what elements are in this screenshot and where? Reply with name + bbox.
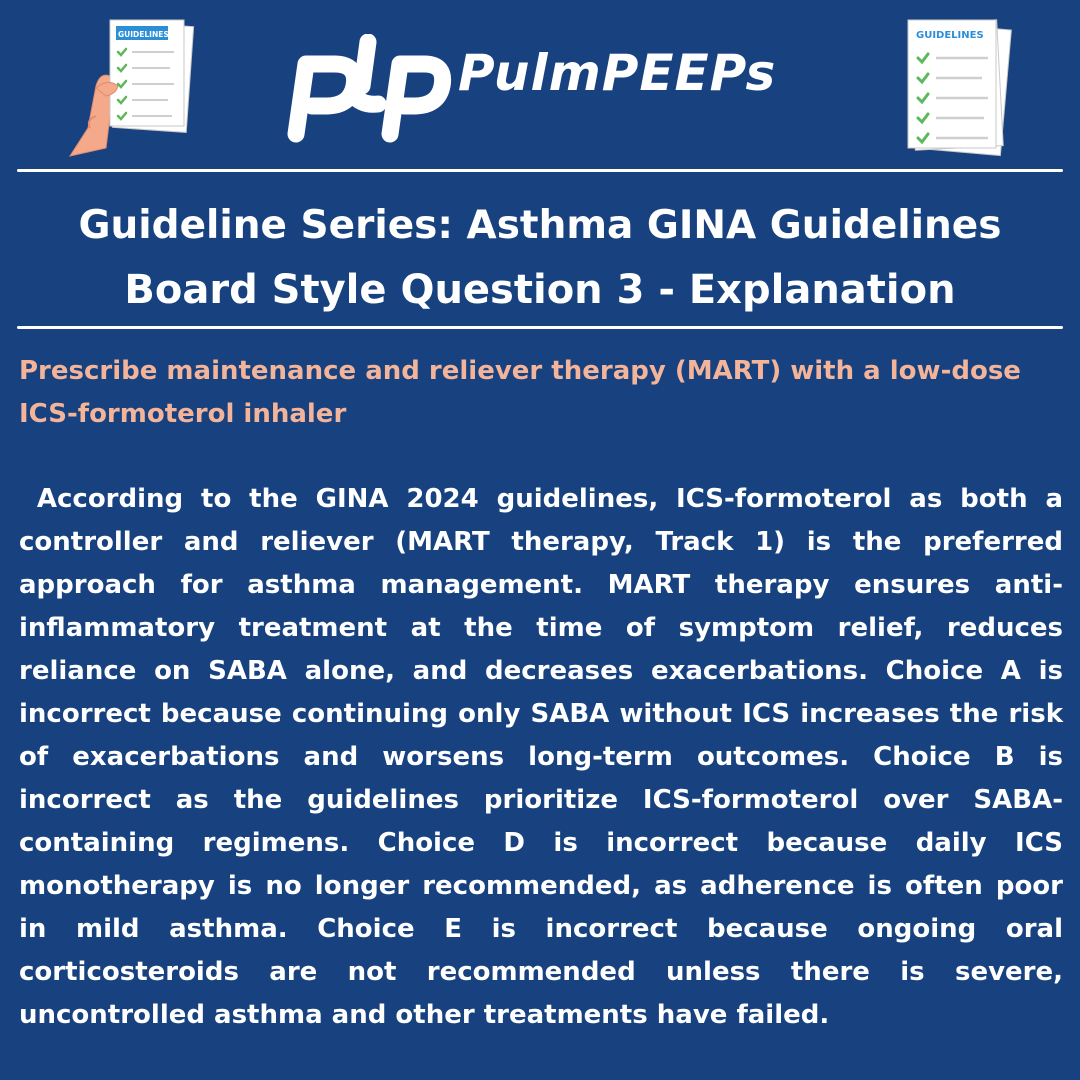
page-title-line-1: Guideline Series: Asthma GINA Guidelines (78, 203, 1002, 248)
guidelines-label: GUIDELINES (118, 30, 169, 39)
pulmpeeps-logo (282, 34, 802, 144)
divider-bottom (17, 326, 1063, 329)
guidelines-checklist-stack-icon (902, 14, 1012, 160)
explanation-text: According to the GINA 2024 guidelines, ICS-formoterol as both a controller and reliever (MART therapy, Track 1) is the preferred approach for asthma management. MART therapy ensures anti-inflammatory treatment at the time of symptom relief, reduces reliance on SABA alone, and decreases exacerbations. Choice A is incorrect because continuing only SABA without ICS increases the risk of exacerbations and worsens long-term outcomes. Choice B is incorrect as the guidelines prioritize ICS-formoterol over SABA-containing regimens. Choice D is incorrect because daily ICS monotherapy is no longer recommended, as adherence is often poor in mild asthma. Choice E is incorrect because ongoing oral corticosteroids are not recommended unless there is severe, uncontrolled asthma and other treatments have failed. (19, 484, 1073, 1030)
peep-logo-mark-icon (282, 34, 458, 144)
page-title-line-2: Board Style Question 3 - Explanation (124, 267, 956, 313)
correct-answer: Prescribe maintenance and reliever therapy (MART) with a low-dose ICS-formoterol inhaler (19, 356, 1021, 429)
divider-top (17, 169, 1063, 172)
guidelines-checklist-in-hand-icon (66, 16, 202, 160)
brand-name: PulmPEEPs (458, 44, 777, 102)
guidelines-label-right: GUIDELINES (916, 30, 984, 41)
